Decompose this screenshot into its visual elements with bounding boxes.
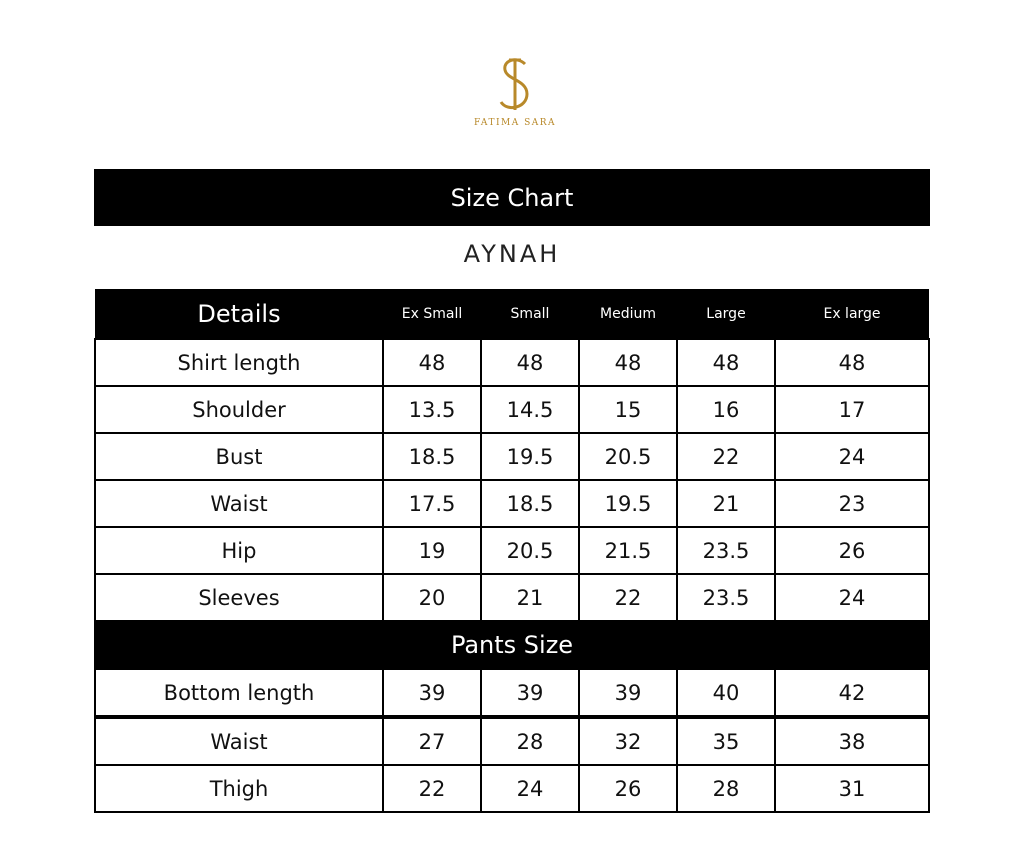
table-row [95, 765, 929, 812]
table-cell: 20.5 [481, 527, 579, 574]
table-cell: 18.5 [383, 433, 481, 480]
table-cell: 26 [775, 527, 929, 574]
size-header-medium: Medium [579, 289, 677, 339]
row-label: Waist [95, 480, 383, 527]
table-cell: 20 [383, 574, 481, 621]
row-label: Sleeves [95, 574, 383, 621]
table-cell: 48 [677, 339, 775, 386]
table-cell: 22 [677, 433, 775, 480]
row-label: Bust [95, 433, 383, 480]
table-cell: 17 [775, 386, 929, 433]
table-cell: 28 [481, 717, 579, 765]
table-cell: 39 [481, 669, 579, 717]
row-label: Hip [95, 527, 383, 574]
table-cell: 23.5 [677, 574, 775, 621]
table-row [95, 527, 929, 574]
table-cell: 23.5 [677, 527, 775, 574]
table-cell: 15 [579, 386, 677, 433]
table-cell: 27 [383, 717, 481, 765]
fs-monogram-icon [495, 54, 535, 116]
table-cell: 26 [579, 765, 677, 812]
row-label: Waist [95, 717, 383, 765]
details-header: Details [95, 289, 383, 339]
size-header-ex-large: Ex large [775, 289, 929, 339]
table-cell: 48 [383, 339, 481, 386]
table-cell: 22 [579, 574, 677, 621]
table-cell: 48 [481, 339, 579, 386]
size-header-ex-small: Ex Small [383, 289, 481, 339]
row-label: Shoulder [95, 386, 383, 433]
table-row [95, 574, 929, 621]
table-row [95, 386, 929, 433]
table-cell: 31 [775, 765, 929, 812]
table-cell: 16 [677, 386, 775, 433]
table-row [95, 480, 929, 527]
table-cell: 40 [677, 669, 775, 717]
table-cell: 23 [775, 480, 929, 527]
table-cell: 48 [579, 339, 677, 386]
table-cell: 17.5 [383, 480, 481, 527]
table-cell: 24 [775, 433, 929, 480]
size-table [94, 289, 930, 813]
table-cell: 14.5 [481, 386, 579, 433]
table-row [95, 433, 929, 480]
table-cell: 28 [677, 765, 775, 812]
row-label: Bottom length [95, 669, 383, 717]
table-cell: 39 [579, 669, 677, 717]
header-row [95, 289, 929, 339]
product-name: AYNAH [463, 240, 561, 268]
table-cell: 21.5 [579, 527, 677, 574]
table-cell: 39 [383, 669, 481, 717]
table-cell: 32 [579, 717, 677, 765]
pants-size-title: Pants Size [95, 621, 929, 669]
row-label: Shirt length [95, 339, 383, 386]
table-cell: 20.5 [579, 433, 677, 480]
brand-logo [470, 54, 560, 136]
brand-name: FATIMA SARA [473, 118, 557, 128]
table-cell: 38 [775, 717, 929, 765]
table-cell: 24 [481, 765, 579, 812]
table-cell: 21 [677, 480, 775, 527]
size-header-large: Large [677, 289, 775, 339]
table-cell: 24 [775, 574, 929, 621]
table-cell: 48 [775, 339, 929, 386]
table-row [95, 669, 929, 717]
size-header-small: Small [481, 289, 579, 339]
table-cell: 22 [383, 765, 481, 812]
table-cell: 19.5 [481, 433, 579, 480]
table-cell: 42 [775, 669, 929, 717]
table-cell: 19.5 [579, 480, 677, 527]
table-cell: 35 [677, 717, 775, 765]
row-label: Thigh [95, 765, 383, 812]
table-cell: 13.5 [383, 386, 481, 433]
table-row [95, 717, 929, 765]
pants-size-band [95, 621, 929, 669]
size-chart-title: Size Chart [94, 169, 930, 226]
table-cell: 21 [481, 574, 579, 621]
table-cell: 18.5 [481, 480, 579, 527]
table-row [95, 339, 929, 386]
table-cell: 19 [383, 527, 481, 574]
